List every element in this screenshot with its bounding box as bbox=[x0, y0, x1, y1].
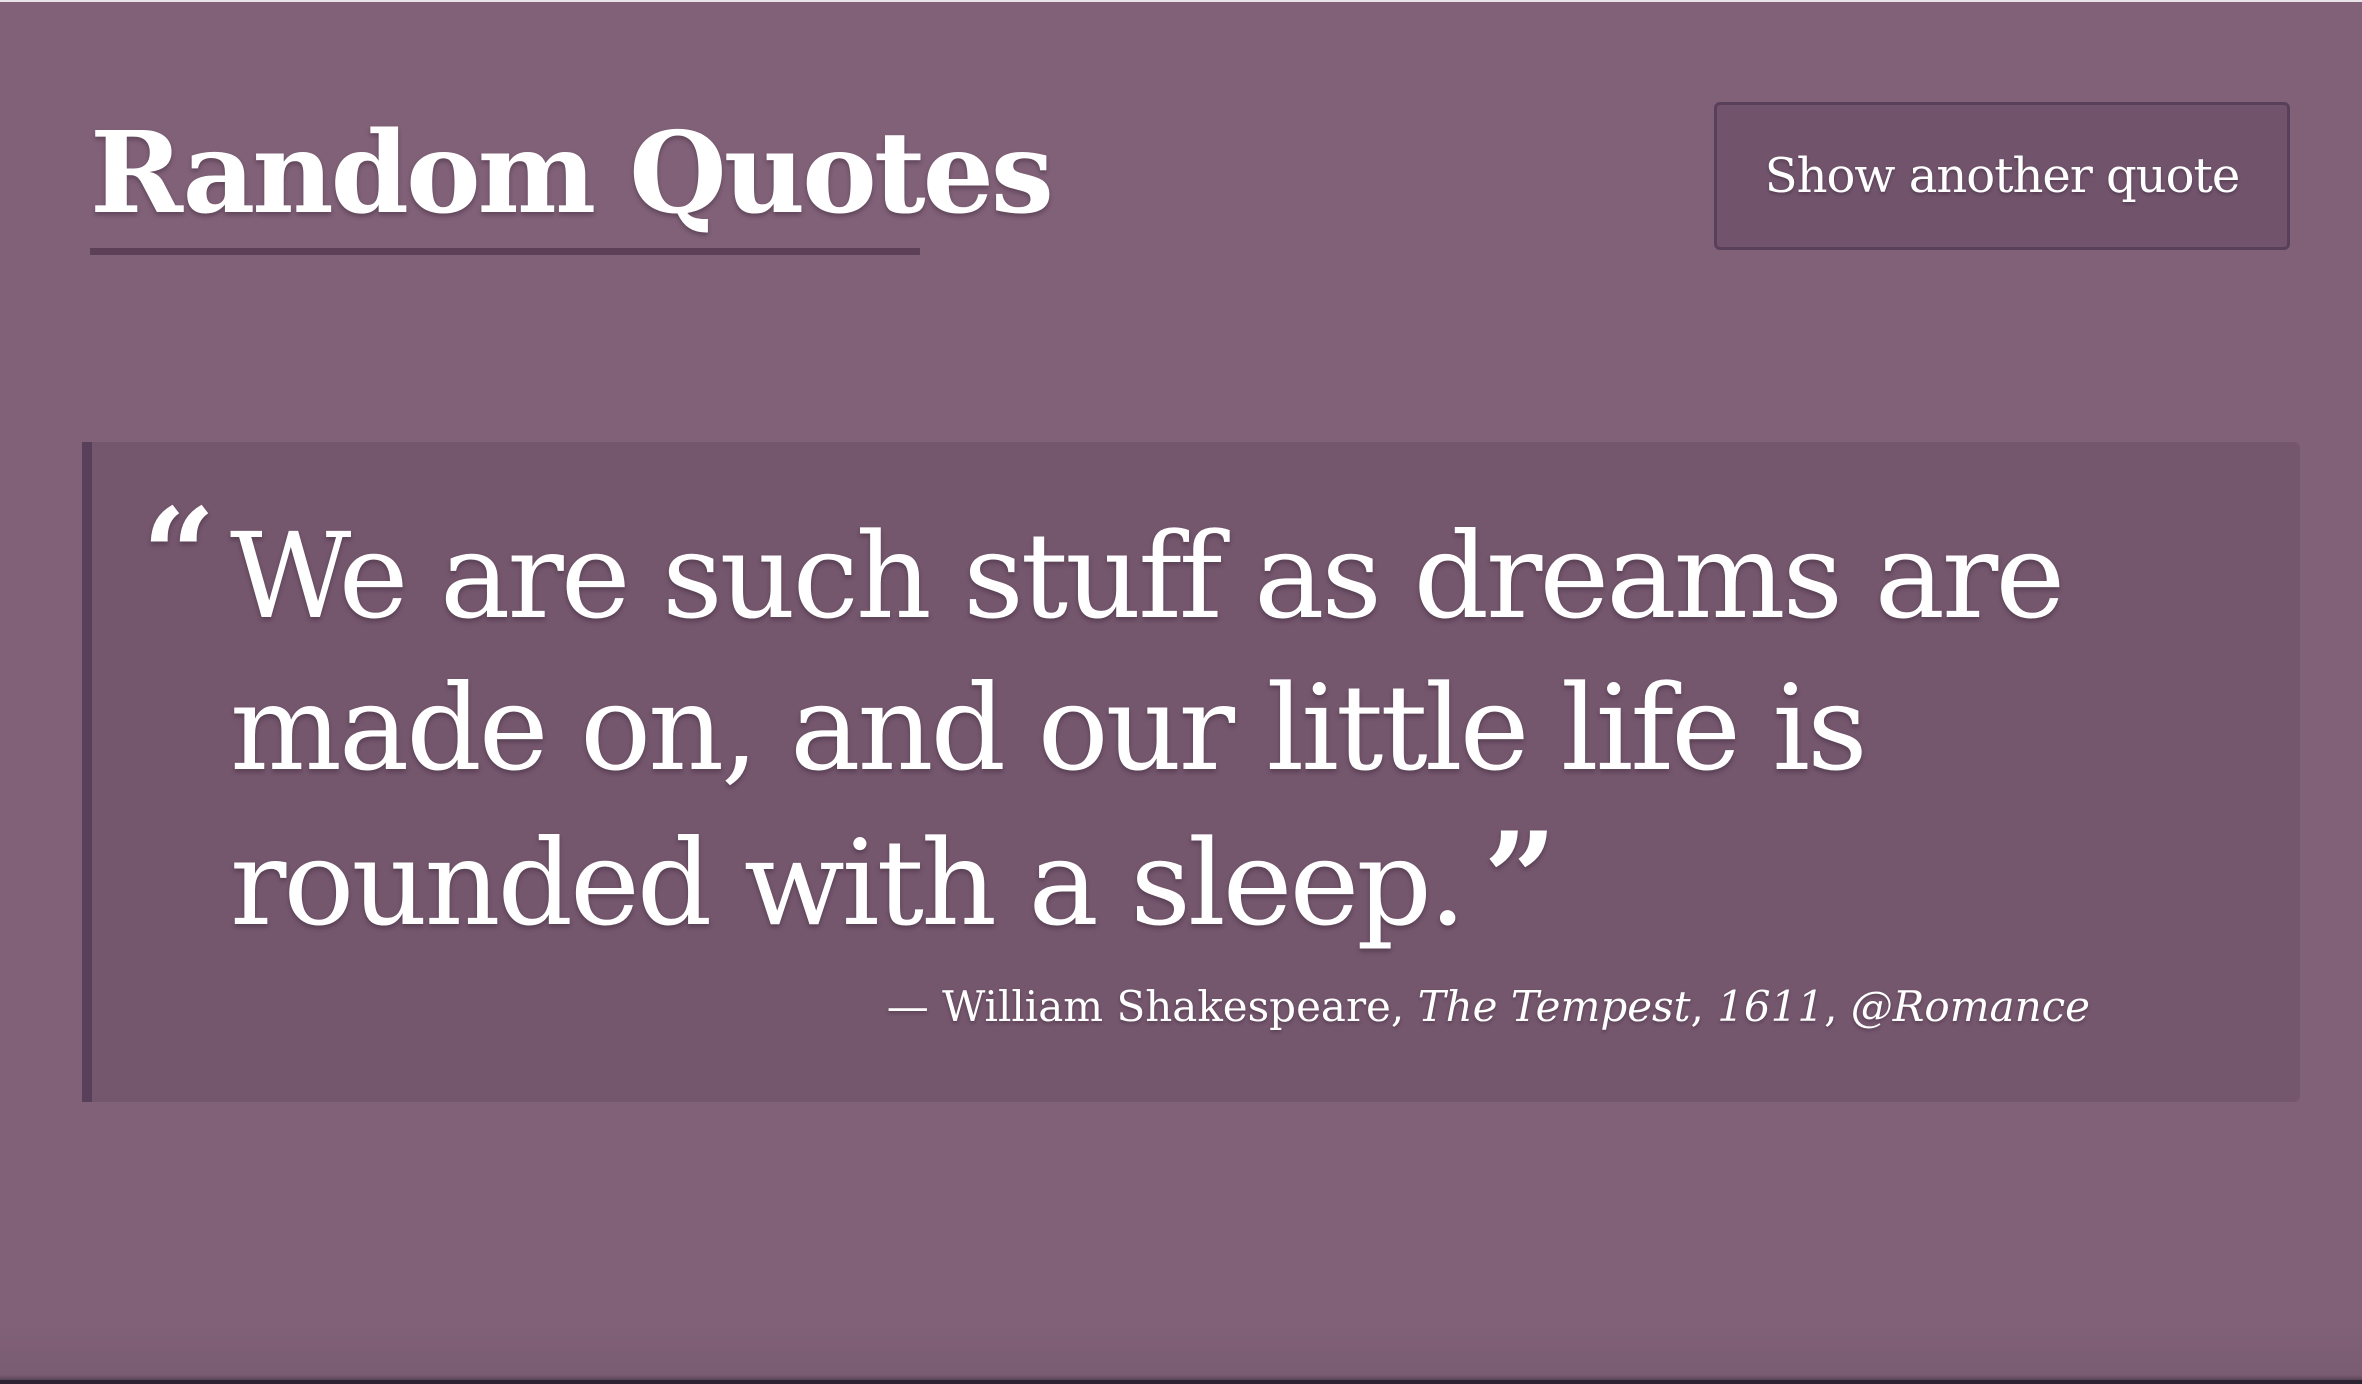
open-quote-icon: “ bbox=[142, 481, 216, 631]
quote-tag[interactable]: @Romance bbox=[1850, 982, 2090, 1031]
close-quote-icon: ” bbox=[1483, 805, 1558, 955]
quote-author: William Shakespeare bbox=[942, 982, 1391, 1031]
show-another-quote-button[interactable]: Show another quote bbox=[1714, 102, 2290, 250]
bottom-edge bbox=[0, 1380, 2362, 1384]
page-title: Random Quotes bbox=[90, 108, 1051, 239]
quote-text: We are such stuff as dreams are made on, and our little life is rounded with a sleep. bbox=[230, 507, 2063, 952]
title-underline bbox=[90, 248, 920, 255]
bottom-shadow bbox=[0, 1324, 2362, 1384]
quote-attribution: — William Shakespeare, The Tempest, 1611, @Romance bbox=[886, 982, 2090, 1031]
attribution-dash: — bbox=[886, 982, 929, 1031]
quote-text-block bbox=[230, 500, 2110, 959]
quote-year: 1611 bbox=[1717, 982, 1825, 1031]
top-edge bbox=[0, 0, 2362, 2]
quote-card bbox=[82, 442, 2300, 1102]
quote-work: The Tempest bbox=[1417, 982, 1691, 1031]
